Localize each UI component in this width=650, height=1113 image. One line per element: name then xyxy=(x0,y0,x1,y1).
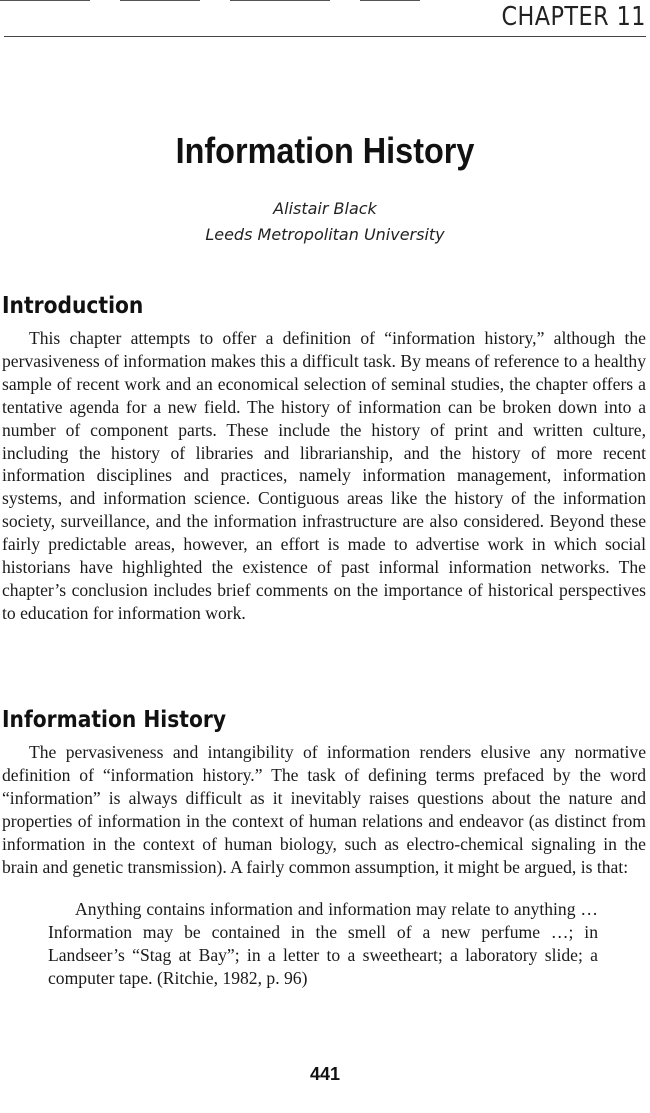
author-name: Alistair Black xyxy=(273,199,377,218)
page-number: 441 xyxy=(309,1064,341,1084)
author-affiliation: Leeds Metropolitan University xyxy=(205,225,445,244)
introduction-paragraph: This chapter attempts to offer a definition of “information history,” although the pervasiveness of information makes this a difficult task. By means of reference to a healthy sample of recent work and an economical selection of seminal studies, the chapter offers a tentative agenda for a new field. The history of information can be broken down into a number of component parts. These include the history of print and written culture, including the history of libraries and librarianship, and the history of more recent information disciplines and practices, namely information management, information systems, and information science. Contiguous areas like the history of the information society, surveillance, and the information infrastructure are also considered. Beyond these fairly predictable areas, however, an effort is made to advertise work in which social historians have highlighted the existence of past informal information networks. The chapter’s conclusion includes brief comments on the importance of historical perspectives to education for information work. xyxy=(2,328,646,623)
chapter-rule xyxy=(4,36,646,37)
chapter-title: Information History xyxy=(175,130,475,171)
chapter-label: CHAPTER 11 xyxy=(501,2,646,32)
section-heading-introduction: Introduction xyxy=(2,293,144,319)
information-history-paragraph: The pervasiveness and intangibility of information renders elusive any normative definition of “information history.” The task of defining terms prefaced by the word “information” is always difficult as it inevitably raises questions about the nature and properties of information in the context of human relations and endeavor (as distinct from information in the context of human biology, such as electro-chemical signaling in the brain and genetic transmission). A fairly common assumption, it might be argued, is that: xyxy=(2,742,646,877)
section-heading-information-history: Information History xyxy=(2,707,227,733)
block-quote: Anything contains information and information may relate to anything … Information may be contained in the smell of a new perfume …; in Landseer’s “Stag at Bay”; in a letter to a sweetheart; a laboratory slide; a computer tape. (Ritchie, 1982, p. 96) xyxy=(48,899,598,988)
